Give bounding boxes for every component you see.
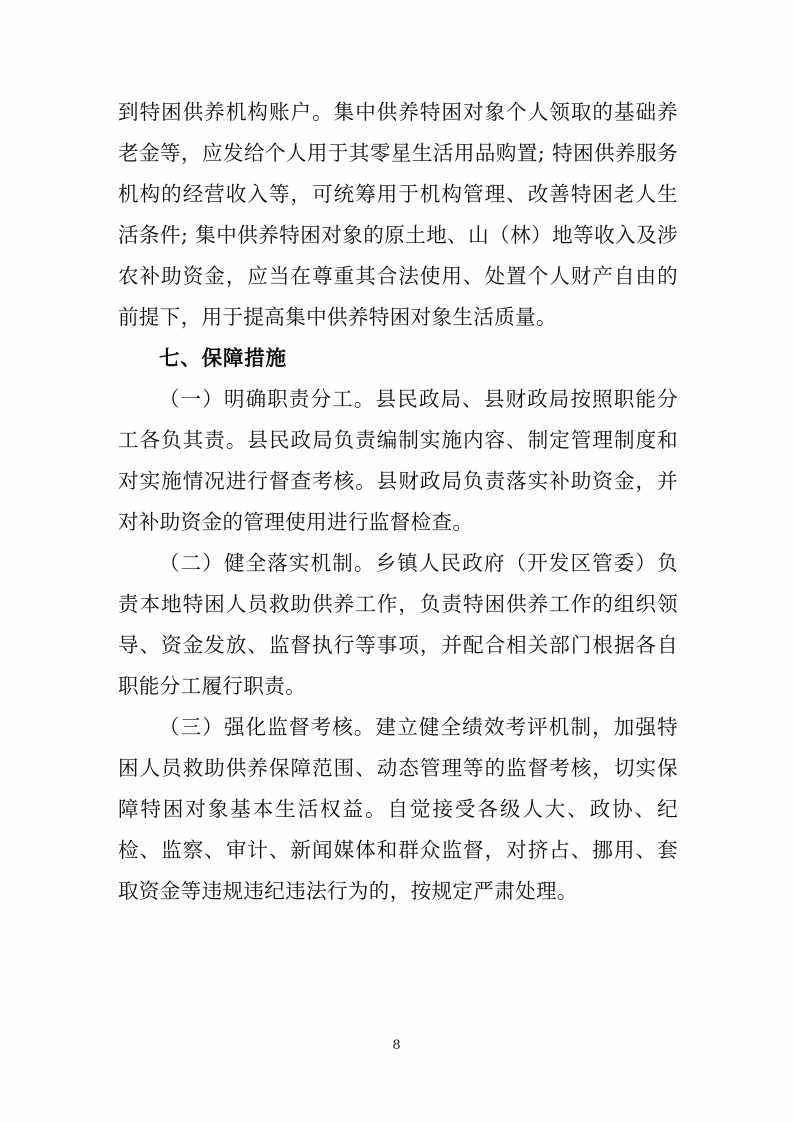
paragraph-mechanism: （二）健全落实机制。乡镇人民政府（开发区管委）负责本地特困人员救助供养工作，负责特困供养工作的组织领导、资金发放、监督执行等事项，并配合相关部门根据各自职能分工履行职责。 xyxy=(118,551,678,698)
paragraph-duties: （一）明确职责分工。县民政局、县财政局按照职能分工各负其责。县民政局负责编制实施内容、制定管理制度和对实施情况进行督查考核。县财政局负责落实补助资金，并对补助资金的管理使用进行监督检查。 xyxy=(118,387,678,534)
document-body xyxy=(118,92,678,912)
paragraph-continued: 到特困供养机构账户。集中供养特困对象个人领取的基础养老金等，应发给个人用于其零星生活用品购置; 特困供养服务机构的经营收入等，可统筹用于机构管理、改善特困老人生活条件; 集中供养特困对象的原土地、山（林）地等收入及涉农补助资金，应当在尊重其合法使用、处置个人财产自由的前提下，用于提高集中供养特困对象生活质量。 xyxy=(118,100,678,329)
section-heading: 七、保障措施 xyxy=(159,346,287,370)
page-number: 8 xyxy=(392,1038,401,1053)
paragraph-supervision: （三）强化监督考核。建立健全绩效考评机制，加强特困人员救助供养保障范围、动态管理等的监督考核，切实保障特困对象基本生活权益。自觉接受各级人大、政协、纪检、监察、审计、新闻媒体和群众监督，对挤占、挪用、套取资金等违规违纪违法行为的，按规定严肃处理。 xyxy=(118,715,678,903)
